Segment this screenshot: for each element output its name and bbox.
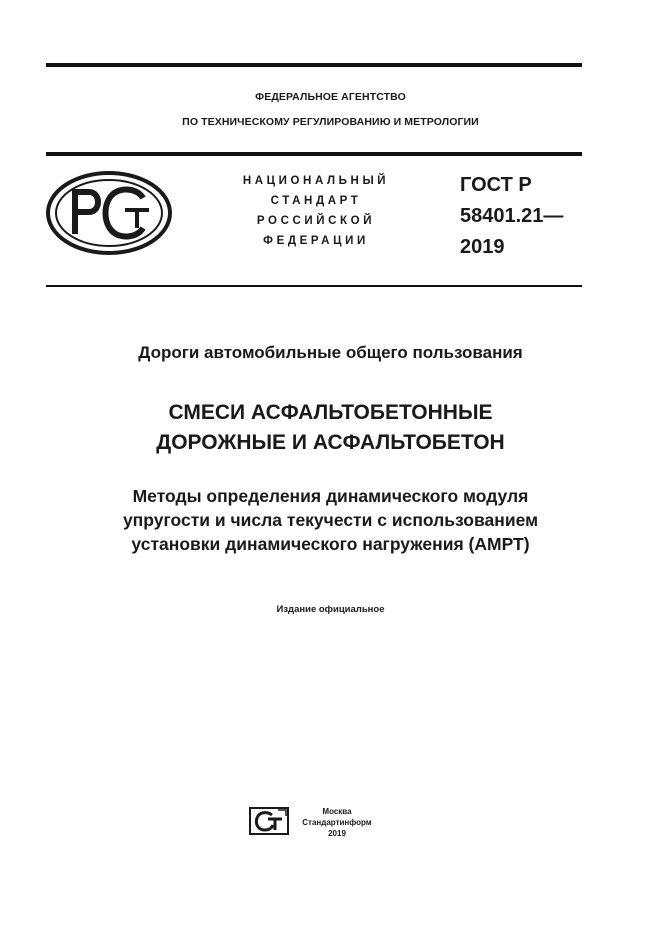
national-line: РОССИЙСКОЙ [256,215,376,227]
subtitle-line: Методы определения динамического модуля [132,486,529,506]
top-rule [46,63,582,67]
national-line: НАЦИОНАЛЬНЫЙ [242,175,390,187]
agency-line-1: ФЕДЕРАЛЬНОЕ АГЕНТСТВО [255,91,406,103]
subtitle-line: упругости и числа текучести с использованием [122,510,539,530]
agency-line-2: ПО ТЕХНИЧЕСКОМУ РЕГУЛИРОВАНИЮ И МЕТРОЛОГИИ [182,116,479,128]
rst-certification-logo-icon [45,170,173,256]
header-rule [46,152,582,156]
publisher-block [292,806,382,839]
subtitle-line: установки динамического нагружения (АМРТ) [131,534,530,554]
document-category: Дороги автомобильные общего пользования [138,343,523,362]
publisher-year: 2019 [328,829,346,838]
national-line: ФЕДЕРАЦИИ [263,235,369,247]
gost-number [460,170,610,263]
gost-line: ГОСТ Р [460,174,532,196]
publisher-city: Москва [322,807,352,816]
document-subtitle [0,484,661,556]
gost-line: 58401.21— [460,205,564,227]
national-line: СТАНДАРТ [270,195,362,207]
publisher-name: Стандартинформ [302,818,372,827]
gost-line: 2019 [460,236,505,258]
standard-rule [46,285,582,287]
edition-label: Издание официальное [276,604,385,615]
national-standard-label [200,171,432,251]
main-title-line: СМЕСИ АСФАЛЬТОБЕТОННЫЕ [168,401,493,424]
document-main-title [0,398,661,458]
standartinform-logo-icon [248,806,290,836]
main-title-line: ДОРОЖНЫЕ И АСФАЛЬТОБЕТОН [156,431,505,454]
